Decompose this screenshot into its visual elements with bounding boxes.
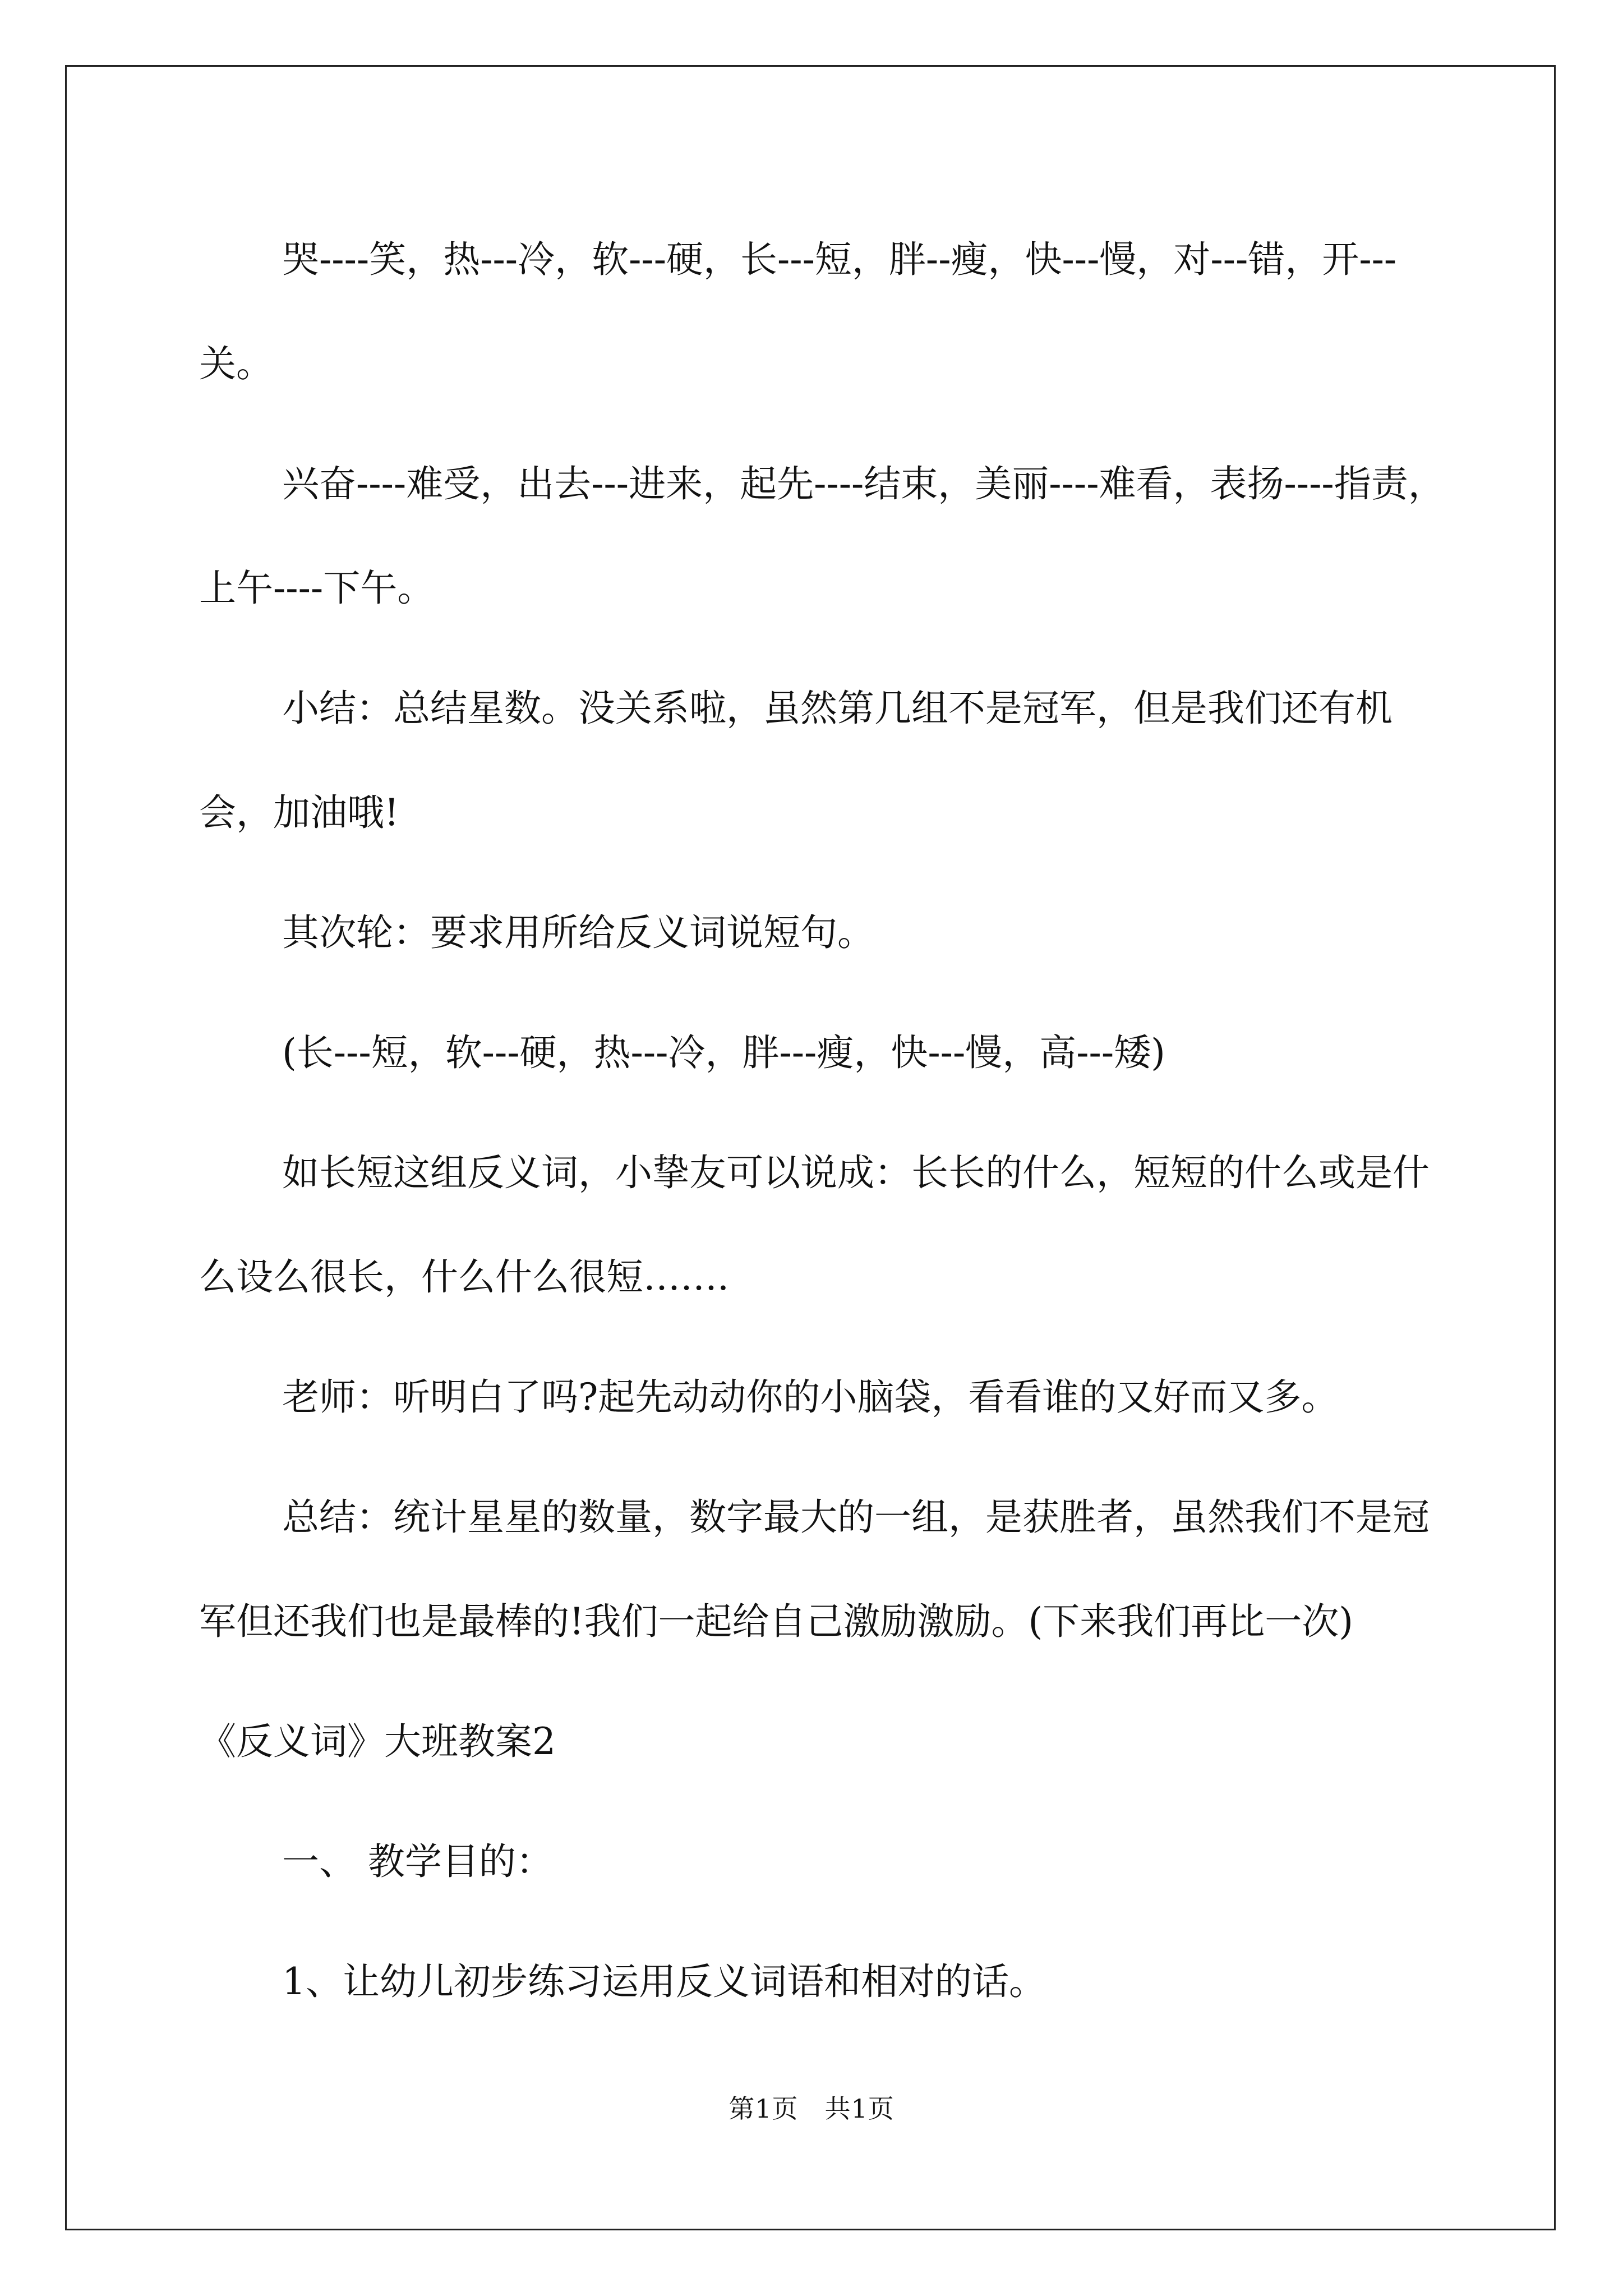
paragraph-opposites-basic: 哭----笑，热---冷，软---硬，长---短，胖--瘦，快---慢，对---错，开---关。 bbox=[199, 238, 1397, 385]
paragraph-conclusion: 总结：统计星星的数量，数字最大的一组，是获胜者，虽然我们不是冠军但还我们也是最棒的!我们一起给自己激励激励。(下来我们再比一次) bbox=[199, 1496, 1430, 1643]
document-body bbox=[199, 208, 1450, 2034]
section-heading: 《反义词》大班教案2 bbox=[199, 1720, 556, 1763]
paragraph-summary: 小结：总结星数。没关系啦，虽然第几组不是冠军，但是我们还有机会，加油哦! bbox=[199, 687, 1393, 834]
paragraph-second-round: 其次轮：要求用所给反义词说短句。 bbox=[282, 911, 874, 954]
paragraph-word-pairs: (长---短，软---硬，热---冷，胖---瘦，快---慢，高---矮) bbox=[282, 1031, 1165, 1074]
paragraph-opposites-compound: 兴奋----难受，出去---进来，起先----结束，美丽----难看，表扬----指责，上午----下午。 bbox=[199, 462, 1445, 610]
paragraph-example: 如长短这组反义词，小挚友可以说成：长长的什么，短短的什么或是什么设么很长，什么什么很短……. bbox=[199, 1151, 1430, 1299]
page-footer: 第1页 共1页 bbox=[728, 2093, 895, 2124]
paragraph-teacher: 老师：听明白了吗?起先动动你的小脑袋，看看谁的又好而又多。 bbox=[282, 1375, 1339, 1419]
paragraph-teaching-goal: 一、 教学目的： bbox=[282, 1840, 553, 1883]
paragraph-goal-item-1: 1、让幼儿初步练习运用反义词语和相对的话。 bbox=[282, 1960, 1046, 2003]
